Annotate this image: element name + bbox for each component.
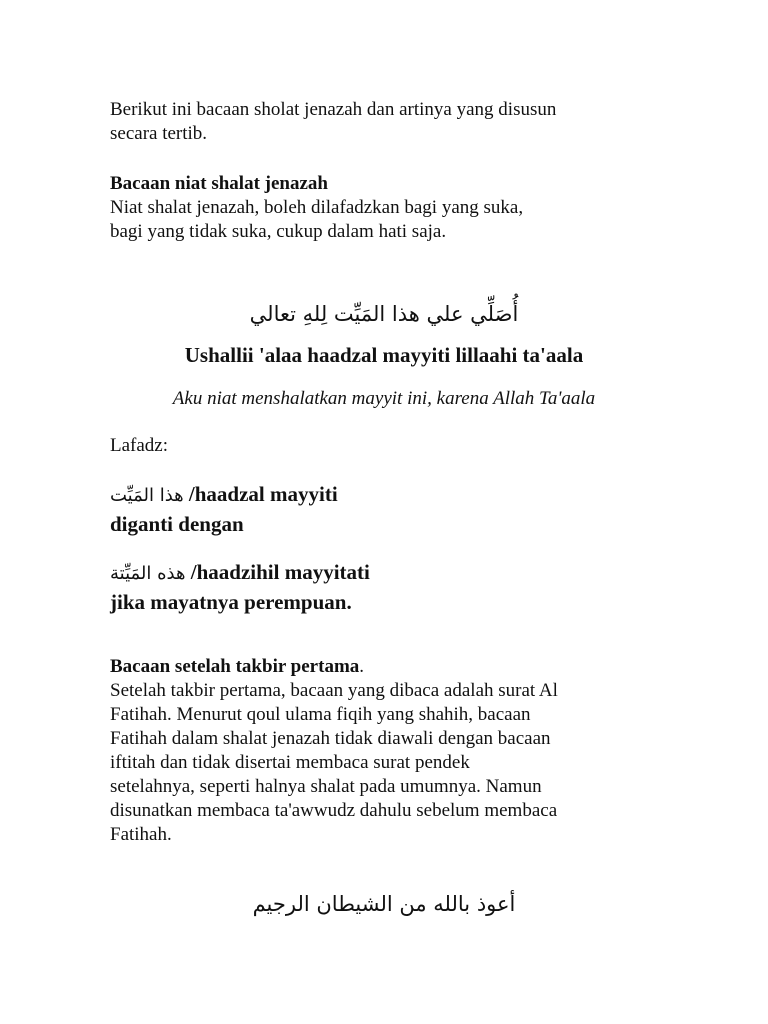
lafadz-line — [110, 558, 670, 588]
intro-line: Berikut ini bacaan sholat jenazah dan artinya yang disusun — [110, 99, 557, 120]
niat-transliteration: Ushallii 'alaa haadzal mayyiti lillaahi ta'aala — [184, 343, 584, 367]
niat-line: bagi yang tidak suka, cukup dalam hati saja. — [110, 221, 447, 242]
lafadz-latin: /haadzal mayyiti — [188, 482, 338, 506]
lafadz-latin: /haadzihil mayyitati — [190, 560, 370, 584]
lafadz-note: diganti dengan — [110, 512, 244, 536]
takbir-line: Fatihah dalam shalat jenazah tidak diawali dengan bacaan — [110, 728, 551, 749]
lafadz-arabic: هذا المَيِّت — [110, 485, 184, 506]
takbir-heading-suffix: . — [359, 656, 365, 677]
niat-meaning: Aku niat menshalatkan mayyit ini, karena Allah Ta'aala — [172, 388, 596, 409]
niat-arabic: أُصَلِّي علي هذا المَيِّت لِلهِ تعالي — [249, 302, 519, 326]
lafadz-line — [110, 480, 670, 510]
niat-section — [110, 172, 670, 244]
intro-paragraph — [110, 98, 670, 146]
lafadz-label-block — [110, 434, 670, 458]
takbir-section — [110, 655, 670, 847]
takbir-line: Setelah takbir pertama, bacaan yang dibaca adalah surat Al — [110, 680, 558, 701]
takbir-line: Fatihah. — [110, 824, 172, 845]
takbir-line: Fatihah. Menurut qoul ulama fiqih yang shahih, bacaan — [110, 704, 531, 725]
intro-line: secara tertib. — [110, 123, 208, 144]
lafadz-arabic: هذه المَيِّتة — [110, 563, 186, 584]
taawwudz-arabic: أعوذ بالله من الشيطان الرجيم — [252, 892, 516, 916]
takbir-heading: Bacaan setelah takbir pertama — [110, 656, 360, 677]
takbir-line: iftitah dan tidak disertai membaca surat pendek — [110, 752, 470, 773]
lafadz-note: jika mayatnya perempuan. — [110, 590, 352, 614]
niat-line: Niat shalat jenazah, boleh dilafadzkan bagi yang suka, — [110, 197, 524, 218]
takbir-heading-line — [110, 655, 670, 679]
takbir-line: disunatkan membaca ta'awwudz dahulu sebelum membaca — [110, 800, 558, 821]
lafadz-item-female — [110, 558, 670, 616]
takbir-line: setelahnya, seperti halnya shalat pada umumnya. Namun — [110, 776, 542, 797]
niat-heading: Bacaan niat shalat jenazah — [110, 173, 328, 194]
lafadz-label: Lafadz: — [110, 435, 169, 456]
lafadz-item-male — [110, 480, 670, 538]
